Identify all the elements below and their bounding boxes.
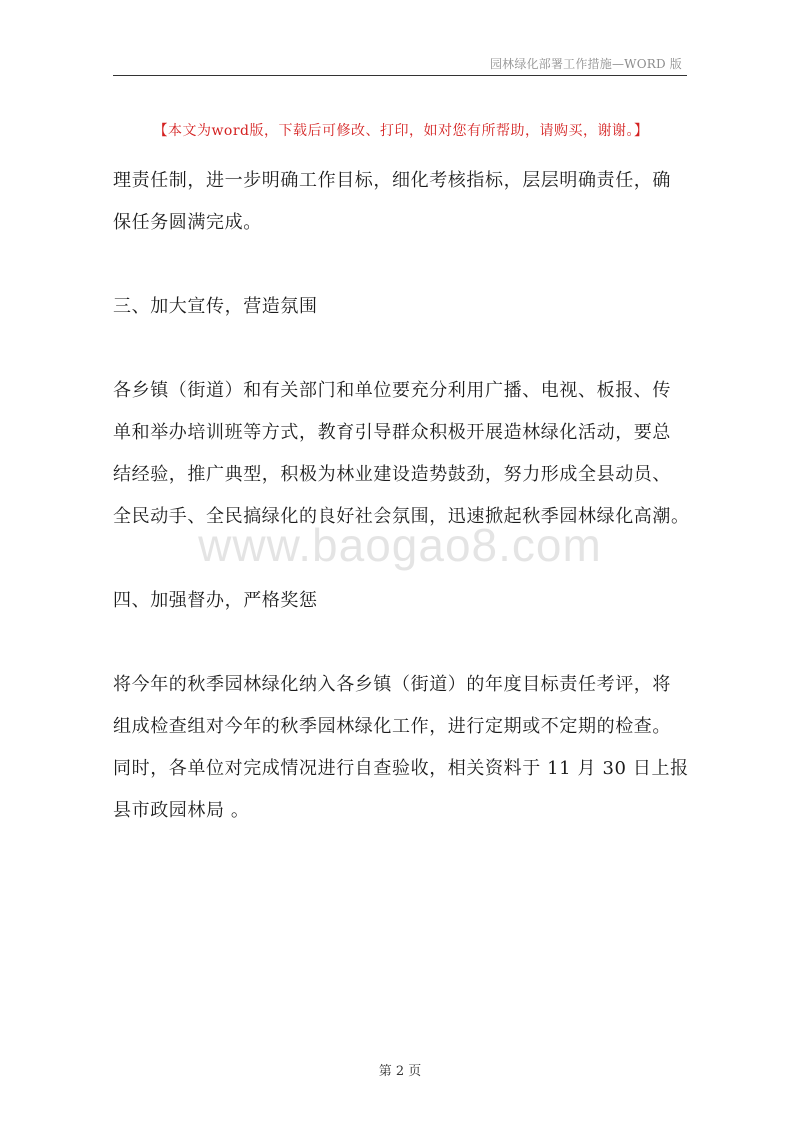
paragraph-line: 理责任制，进一步明确工作目标，细化考核指标，层层明确责任，确 [113, 170, 671, 191]
site-watermark: www.baogao8.com [198, 519, 602, 571]
blank-line [113, 328, 693, 370]
paragraph-line: 单和举办培训班等方式，教育引导群众积极开展造林绿化活动，要总 [113, 422, 671, 443]
paragraph-line: 全民动手、全民搞绿化的良好社会氛围，迅速掀起秋季园林绿化高潮。 [113, 506, 690, 527]
paragraph-line: 将今年的秋季园林绿化纳入各乡镇（街道）的年度目标责任考评，将 [113, 674, 671, 695]
paragraph-line: 保任务圆满完成。 [113, 212, 262, 233]
page-number: 第 2 页 [378, 1064, 422, 1079]
paragraph-line: 各乡镇（街道）和有关部门和单位要充分利用广播、电视、板报、传 [113, 380, 671, 401]
download-notice: 【本文为word版，下载后可修改、打印，如对您有所帮助，请购买，谢谢。】 [153, 123, 649, 139]
paragraph-line: 县市政园林局 。 [113, 800, 250, 821]
blank-line [113, 244, 693, 286]
blank-line [113, 622, 693, 664]
document-body [113, 160, 693, 832]
paragraph-line: 同时，各单位对完成情况进行自查验收，相关资料于 11 月 30 日上报 [113, 758, 689, 779]
running-header: 园林绿化部署工作措施—WORD 版 [489, 57, 682, 71]
header-divider [113, 75, 687, 76]
section-heading-3: 三、加大宣传，营造氛围 [113, 296, 318, 317]
paragraph-line: 结经验，推广典型，积极为林业建设造势鼓劲，努力形成全县动员、 [113, 464, 671, 485]
section-heading-4: 四、加强督办，严格奖惩 [113, 590, 318, 611]
paragraph-line: 组成检查组对今年的秋季园林绿化工作，进行定期或不定期的检查。 [113, 716, 671, 737]
blank-line [113, 538, 693, 580]
